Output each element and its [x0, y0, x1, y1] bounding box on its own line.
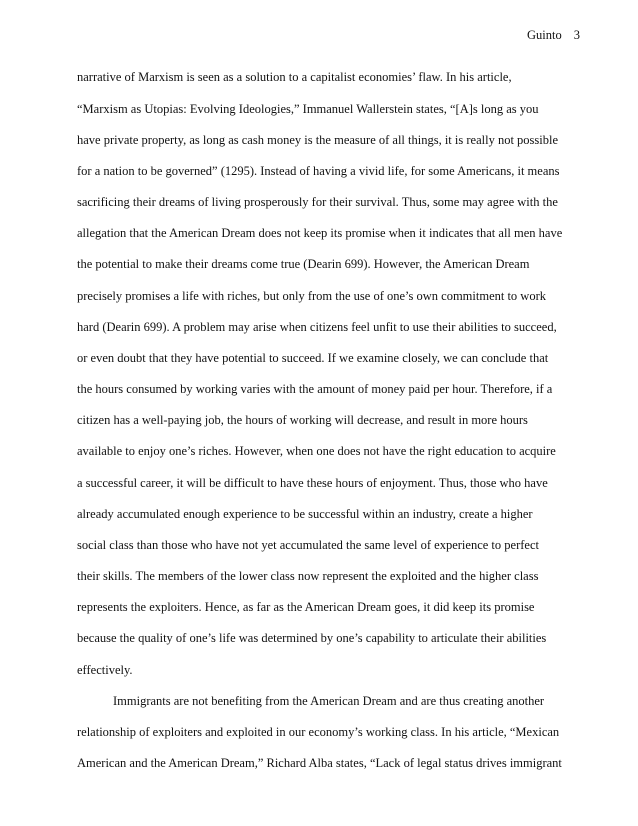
text-line: precisely promises a life with riches, but only from the use of one’s own commitment to work — [77, 289, 547, 303]
text-line: effectively. — [77, 663, 133, 677]
text-line: sacrificing their dreams of living prosperously for their survival. Thus, some may agree with the — [77, 195, 558, 209]
author-surname: Guinto — [527, 28, 562, 42]
text-line: because the quality of one’s life was determined by one’s capability to articulate their abilities — [77, 631, 547, 645]
paragraph-first-line: Immigrants are not benefiting from the American Dream and are thus creating another — [113, 694, 545, 708]
text-line: a successful career, it will be difficult to have these hours of enjoyment. Thus, those who have — [77, 476, 548, 490]
text-line: the hours consumed by working varies with the amount of money paid per hour. Therefore, if a — [77, 382, 553, 396]
text-line: the potential to make their dreams come true (Dearin 699). However, the American Dream — [77, 257, 530, 271]
text-line: already accumulated enough experience to be successful within an industry, create a higher — [77, 507, 533, 521]
text-line: “Marxism as Utopias: Evolving Ideologies,” Immanuel Wallerstein states, “[A]s long as you — [77, 102, 539, 116]
text-line: represents the exploiters. Hence, as far as the American Dream goes, it did keep its promise — [77, 600, 535, 614]
text-line: relationship of exploiters and exploited in our economy’s working class. In his article, “Mexican — [77, 725, 560, 739]
running-head — [527, 28, 580, 43]
text-line: their skills. The members of the lower class now represent the exploited and the higher class — [77, 569, 539, 583]
text-line: have private property, as long as cash money is the measure of all things, it is really not possible — [77, 133, 559, 147]
text-line: for a nation to be governed” (1295). Instead of having a vivid life, for some Americans, it means — [77, 164, 560, 178]
text-line: narrative of Marxism is seen as a solution to a capitalist economies’ flaw. In his article, — [77, 70, 512, 84]
text-line: citizen has a well-paying job, the hours of working will decrease, and result in more hours — [77, 413, 528, 427]
text-line: allegation that the American Dream does not keep its promise when it indicates that all men have — [77, 226, 563, 240]
text-line: or even doubt that they have potential to succeed. If we examine closely, we can conclude that — [77, 351, 549, 365]
text-line: available to enjoy one’s riches. However, when one does not have the right education to acquire — [77, 444, 556, 458]
text-line: hard (Dearin 699). A problem may arise when citizens feel unfit to use their abilities to succeed, — [77, 320, 557, 334]
page-number: 3 — [573, 28, 580, 42]
text-line: social class than those who have not yet accumulated the same level of experience to perfect — [77, 538, 539, 552]
text-line: American and the American Dream,” Richard Alba states, “Lack of legal status drives immigrant — [77, 756, 562, 770]
